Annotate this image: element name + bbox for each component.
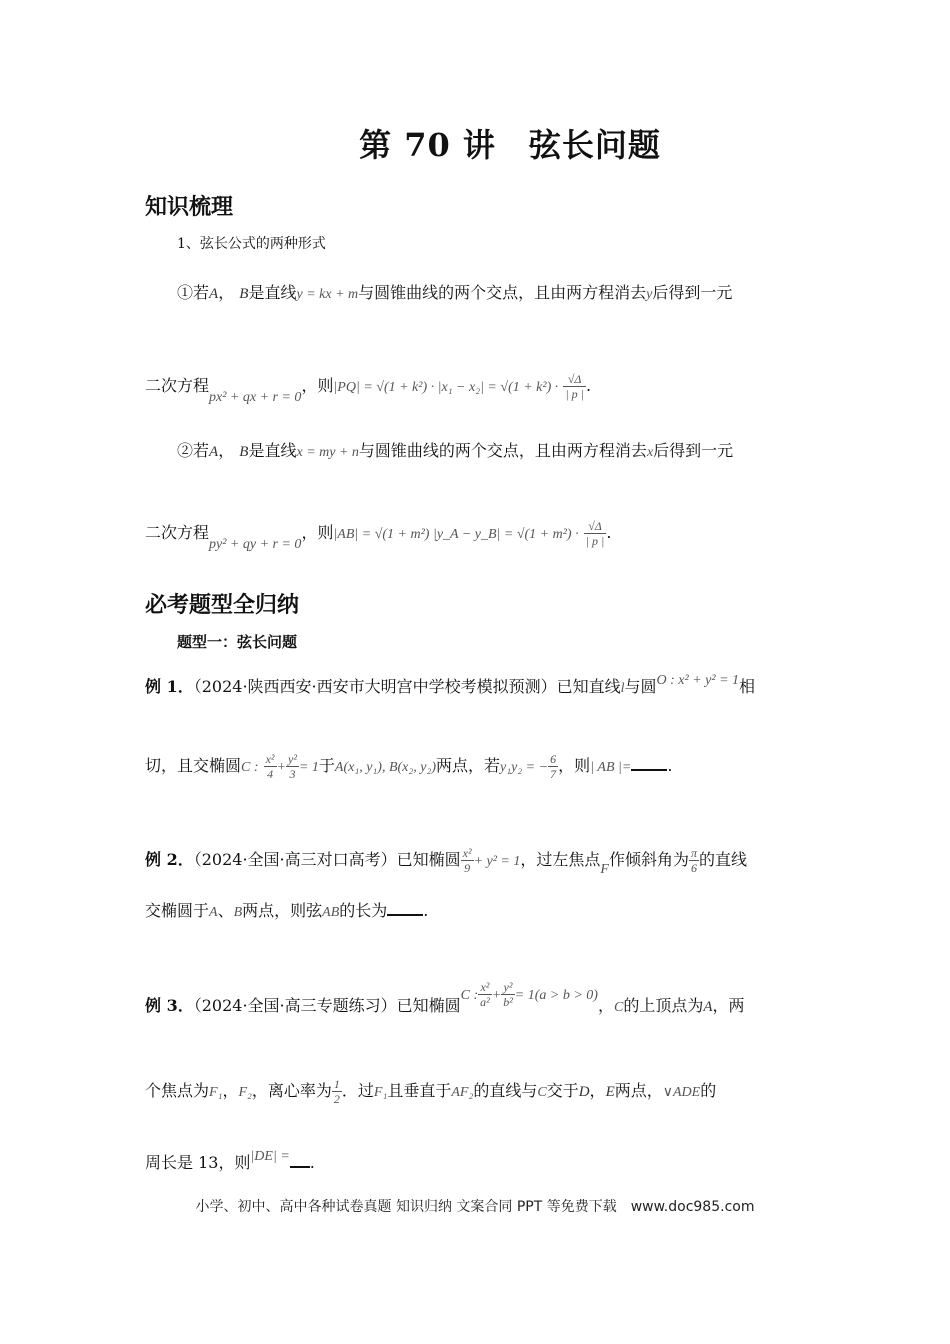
example-2-line2: 交椭圆于A、B两点，则弦AB的长为 .: [145, 901, 429, 920]
answer-blank: [290, 1152, 310, 1168]
example-1-line1: 例 1．（2024·陕西西安·西安市大明宫中学校考模拟预测）已知直线l与圆O : x² + y² = 1相: [145, 673, 756, 696]
paragraph-case2-line2: 二次方程py² + qy + r = 0，则|AB| = √(1 + m²) |y_A − y_B| = √(1 + m²) · $\frac{√\Delta}{| p |}$ .: [145, 519, 612, 552]
paragraph-case1-line2: 二次方程px² + qx + r = 0，则|PQ| = √(1 + k²) · |x₁ − x₂| = √(1 + k²) · $\frac{√\Delta}{| p |}$ .: [145, 372, 592, 405]
section-heading-knowledge: 知识梳理: [145, 194, 234, 220]
answer-blank: [387, 900, 423, 916]
example-3-line3: 周长是 13，则|DE| = .: [145, 1149, 315, 1172]
example-2-line1: 例 2．（2024·全国·高三对口高考）已知椭圆 $\frac{\text{x²}}{9}$ + y² = 1，过左焦点F作倾斜角为 $\frac{\pi}{6}$ 的直线: [145, 846, 747, 877]
example-1-line2: 切，且交椭圆C : $\frac{\text{x²}}{4}$ + $\frac{\text{y²}}{3}$ = 1于A(x₁, y₁), B(x₂, y₂)两点，若y₁y₂ = − $\frac{6}{7}$ ，则| AB |= .: [145, 752, 673, 781]
page-title: 第 70 讲 弦长问题: [359, 126, 661, 164]
section-heading-question-types: 必考题型全归纳: [145, 592, 300, 618]
footer-text: 小学、初中、高中各种试卷真题 知识归纳 文案合同 PPT 等免费下载 www.doc985.com: [195, 1199, 755, 1215]
paragraph-case1-line1: ①若A， B是直线y = kx + m与圆锥曲线的两个交点，且由两方程消去y后得到一元: [177, 283, 733, 302]
formula-item-title: 1、弦长公式的两种形式: [177, 236, 326, 252]
example-3-line1: 例 3．（2024·全国·高三专题练习）已知椭圆C : $\frac{\text{x²}}{\text{a²}}$ + $\frac{\text{y²}}{\text{b²}}$ = 1(a > b > 0)，C的上顶点为A，两: [145, 980, 745, 1015]
example-3-line2: 个焦点为F₁，F₂，离心率为 $\frac{1}{2}$ ．过F₁且垂直于AF₂的直线与C交于D，E两点，∨ADE的: [145, 1077, 717, 1106]
question-type-heading: 题型一：弦长问题: [177, 633, 298, 651]
paragraph-case2-line1: ②若A， B是直线x = my + n与圆锥曲线的两个交点，且由两方程消去x后得到一元: [177, 441, 734, 460]
answer-blank: [631, 755, 667, 771]
